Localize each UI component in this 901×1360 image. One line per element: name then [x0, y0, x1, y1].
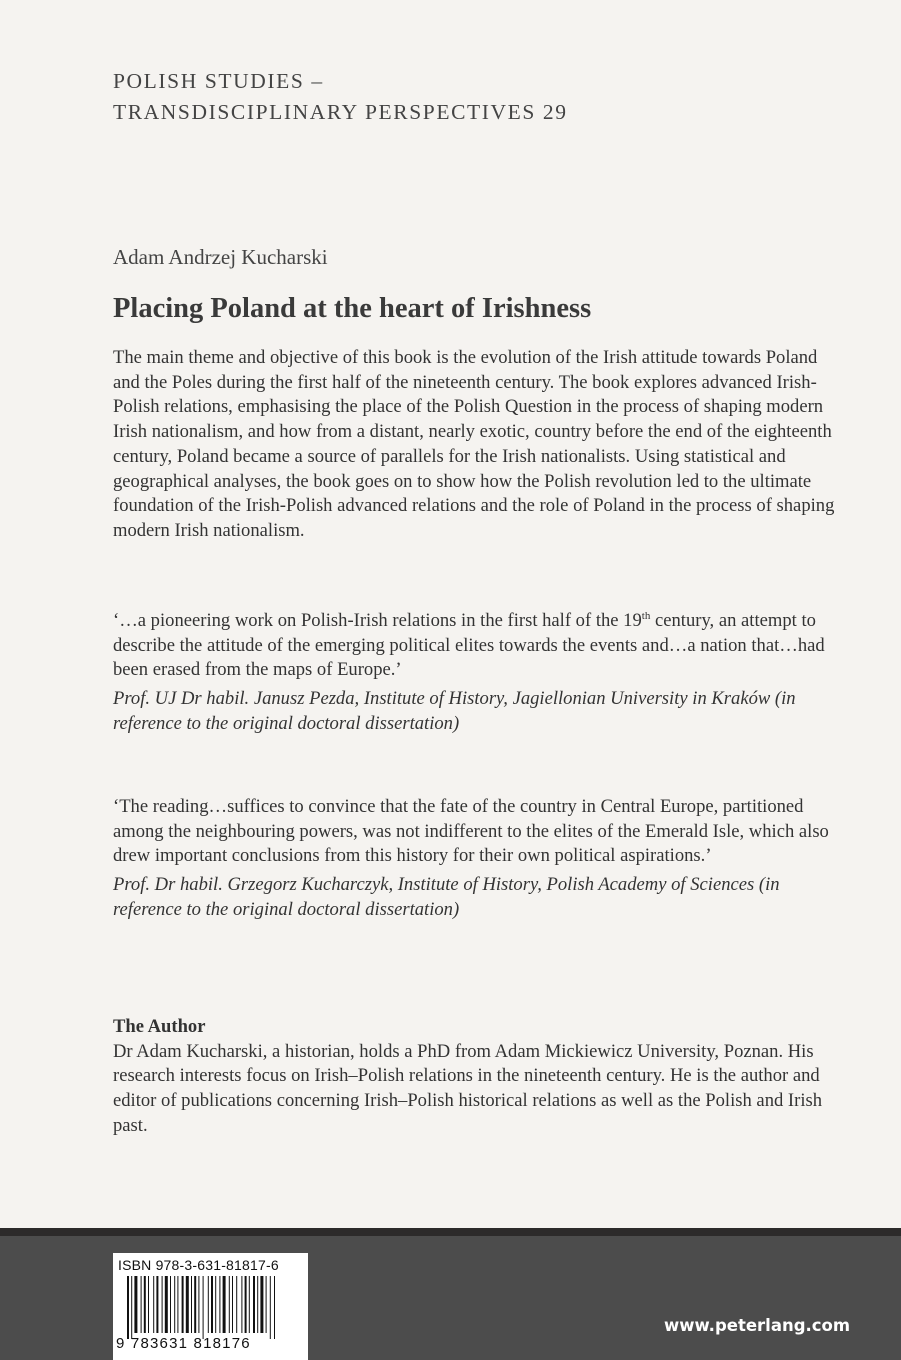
endorsement-2-text: ‘The reading…suffices to convince that the fate of the country in Central Europe, partitioned among the neighbouring powers, was not indifferent to the elites of the Emerald Isle, which also drew important conclusions from this history for their own political aspirations.’ — [113, 796, 829, 867]
barcode-bar — [266, 1276, 267, 1333]
barcode-bar — [156, 1276, 158, 1333]
barcode-bar — [144, 1276, 146, 1333]
barcode-bar — [223, 1276, 226, 1333]
series-title — [113, 66, 568, 128]
barcode-bar — [229, 1276, 230, 1333]
about-author — [113, 1015, 843, 1139]
isbn-label: ISBN 978-3-631-81817-6 — [118, 1257, 279, 1273]
barcode-bar — [236, 1276, 237, 1333]
endorsement-2 — [113, 795, 843, 923]
author-name: Adam Andrzej Kucharski — [113, 245, 328, 269]
publisher-website[interactable]: www.peterlang.com — [664, 1316, 851, 1335]
barcode-bar — [274, 1276, 275, 1339]
barcode-bar — [198, 1276, 199, 1333]
series-line-2: TRANSDISCIPLINARY PERSPECTIVES 29 — [113, 100, 568, 124]
barcode-bar — [219, 1276, 220, 1333]
barcode-bar — [131, 1276, 132, 1339]
barcode-bar — [141, 1276, 142, 1333]
endorsement-1 — [113, 609, 843, 737]
barcode-bar — [232, 1276, 233, 1333]
barcode-bar — [270, 1276, 271, 1339]
barcode-bar — [134, 1276, 137, 1333]
barcode-bar — [148, 1276, 149, 1333]
endorsement-1-text: ‘…a pioneering work on Polish-Irish relations in the first half of the 19th century, an attempt to describe the attitude of the emerging political elites towards the events and…a nation that…had been erased from the maps of Europe.’ — [113, 609, 825, 681]
barcode-bar — [170, 1276, 171, 1333]
barcode-bar — [127, 1276, 129, 1339]
barcode-bar — [165, 1276, 168, 1333]
series-line-1: POLISH STUDIES – — [113, 69, 324, 93]
barcode-bar — [241, 1276, 242, 1333]
barcode-bar — [260, 1276, 263, 1333]
about-author-text: Dr Adam Kucharski, a historian, holds a PhD from Adam Mickiewicz University, Poznan. His research interests focus on Irish–Polish relations in the nineteenth century. He is the author and editor of publications concerning Irish–Polish historical relations as well as the Polish and Irish past. — [113, 1040, 823, 1136]
barcode — [113, 1253, 308, 1360]
barcode-bar — [182, 1276, 184, 1333]
barcode-bar — [215, 1276, 216, 1333]
barcode-bar — [208, 1276, 209, 1333]
book-title: Placing Poland at the heart of Irishness — [113, 293, 592, 324]
barcode-bar — [186, 1276, 189, 1333]
book-description: The main theme and objective of this book is the evolution of the Irish attitude towards Poland and the Poles during the first half of the nineteenth century. The book explores advanced Irish-Polish relations, emphasising the place of the Polish Question in the process of shaping modern Irish nationalism, and how from a distant, nearly exotic, country before the end of the eighteenth century, Poland became a source of parallels for the Irish nationalists. Using statistical and geographical analyses, the book goes on to show how the Polish revolution led to the ultimate foundation of the Irish-Polish advanced relations and the role of Poland in the process of shaping modern Irish nationalism. — [113, 347, 835, 541]
barcode-bar — [253, 1276, 255, 1333]
endorsement-1-attribution: Prof. UJ Dr habil. Janusz Pezda, Institute of History, Jagiellonian University in Kraków (in reference to the original doctoral dissertation) — [113, 688, 796, 734]
barcode-bar — [194, 1276, 196, 1333]
ean-digits: 9 783631 818176 — [116, 1335, 251, 1352]
barcode-bar — [191, 1276, 192, 1333]
barcode-bar — [203, 1276, 204, 1339]
barcode-bar — [153, 1276, 154, 1333]
barcode-bar — [177, 1276, 178, 1333]
barcode-bar — [249, 1276, 250, 1333]
barcode-bar — [162, 1276, 163, 1333]
barcode-bar — [211, 1276, 213, 1333]
barcode-bar — [257, 1276, 258, 1333]
endorsement-2-attribution: Prof. Dr habil. Grzegorz Kucharczyk, Institute of History, Polish Academy of Sciences (in reference to the original doctoral dissertation) — [113, 874, 780, 920]
barcode-bar — [245, 1276, 247, 1333]
barcode-bar — [174, 1276, 175, 1333]
about-author-heading: The Author — [113, 1016, 206, 1037]
